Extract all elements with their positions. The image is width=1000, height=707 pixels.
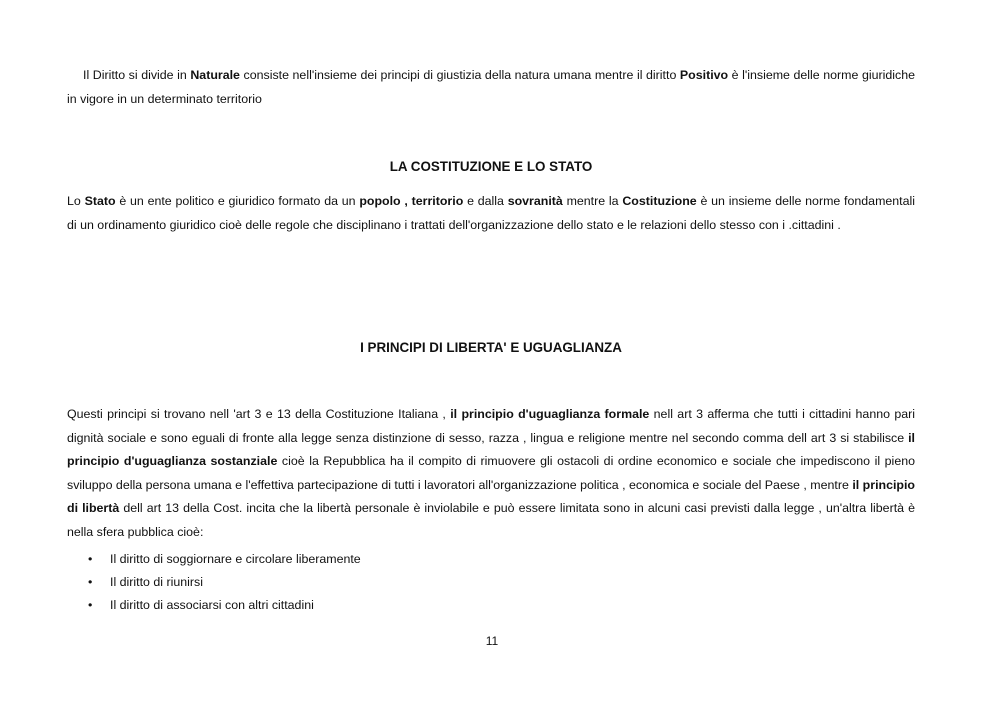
principi-text-4: dell art 13 della Cost. incita che la libertà personale è inviolabile e può essere limitata sono in alcuni casi previsti dalla legge , un'altra libertà è nella sfera pubblica cioè:	[67, 501, 915, 539]
principi-bold-liberta: il principio di libertà	[67, 477, 915, 515]
principi-bold-uguaglianza-formale: il principio d'uguaglianza formale	[450, 407, 650, 421]
costituzione-bold-popolo: popolo , territorio	[359, 194, 464, 208]
section-heading-principi: I PRINCIPI DI LIBERTA' E UGUAGLIANZA	[360, 340, 622, 355]
section-heading-costituzione: LA COSTITUZIONE E LO STATO	[389, 159, 593, 174]
list-item-text: Il diritto di riunirsi	[110, 575, 203, 589]
principi-paragraph	[67, 403, 915, 544]
costituzione-text-1: Lo	[67, 194, 85, 208]
list-item-text: Il diritto di associarsi con altri cittadini	[110, 598, 314, 612]
intro-text-3: è l'insieme delle norme giuridiche in vigore in un determinato territorio	[67, 68, 915, 106]
principi-text-1: Questi principi si trovano nell 'art 3 e 13 della Costituzione Italiana ,	[67, 407, 451, 421]
costituzione-bold-stato: Stato	[84, 194, 116, 208]
costituzione-text-4: mentre la	[562, 194, 623, 208]
intro-bold-positivo: Positivo	[679, 68, 729, 82]
principi-text-2: nell art 3 afferma che tutti i cittadini hanno pari dignità sociale e sono eguali di fronte alla legge senza distinzione di sesso, razza , lingua e religione mentre nel secondo comma dell art 3 si stabilisce	[67, 407, 915, 445]
intro-text-1: Il Diritto si divide in	[83, 68, 191, 82]
bullet-icon: •	[88, 575, 93, 589]
intro-text-2: consiste nell'insieme dei principi di giustizia della natura umana mentre il diritto	[239, 68, 680, 82]
costituzione-bold-sovranita: sovranità	[507, 194, 563, 208]
list-item	[88, 571, 361, 594]
costituzione-text-3: e dalla	[463, 194, 508, 208]
page-number: 11	[485, 634, 499, 648]
costituzione-bold-costituzione: Costituzione	[622, 194, 697, 208]
costituzione-text-2: è un ente politico e giuridico formato da un	[115, 194, 360, 208]
costituzione-paragraph	[67, 190, 915, 237]
principi-text-3: cioè la Repubblica ha il compito di rimuovere gli ostacoli di ordine economico e sociale che impediscono il pieno sviluppo della persona umana e l'effettiva partecipazione di tutti i lavoratori all'organizzazione politica , economica e sociale del Paese , mentre	[67, 454, 915, 492]
principi-bold-uguaglianza-sostanziale: il principio d'uguaglianza sostanziale	[67, 430, 915, 468]
intro-paragraph	[67, 64, 915, 111]
intro-bold-naturale: Naturale	[190, 68, 240, 82]
rights-list	[88, 548, 361, 617]
list-item-text: Il diritto di soggiornare e circolare liberamente	[110, 552, 361, 566]
list-item	[88, 548, 361, 571]
costituzione-text-5: è un insieme delle norme fondamentali di un ordinamento giuridico cioè delle regole che disciplinano i trattati dell'organizzazione dello stato e le relazioni dello stesso con i .cittadini .	[67, 194, 916, 232]
list-item	[88, 594, 361, 617]
bullet-icon: •	[88, 598, 93, 612]
bullet-icon: •	[88, 552, 93, 566]
